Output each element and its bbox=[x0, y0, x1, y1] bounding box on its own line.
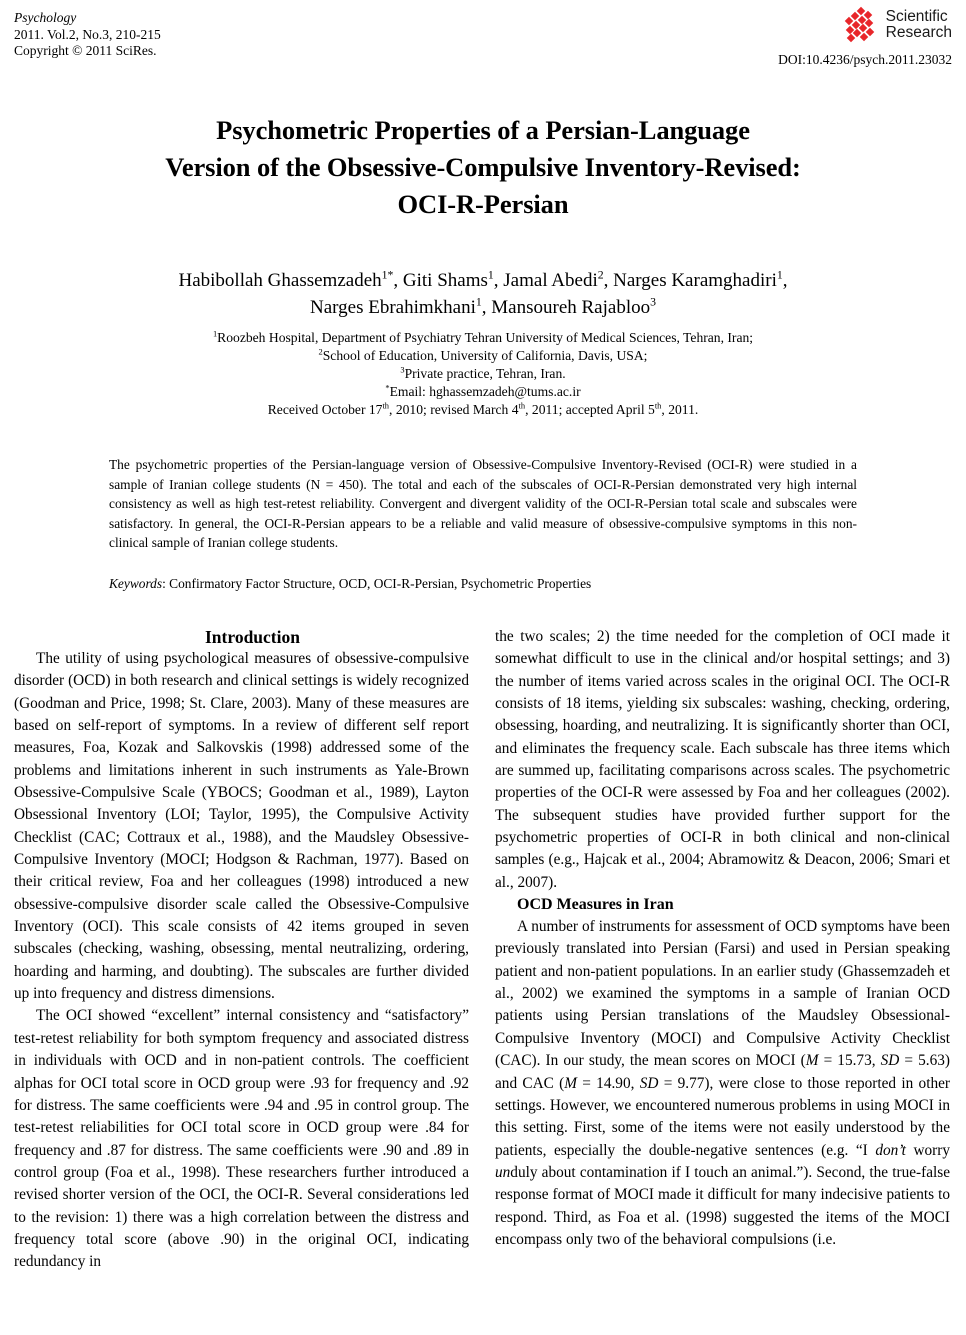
stat-symbol-sd: SD bbox=[639, 1074, 659, 1092]
scientific-research-logo bbox=[844, 8, 952, 42]
author-line-2 bbox=[68, 294, 898, 321]
keywords-list: Confirmatory Factor Structure, OCD, OCI-R-Persian, Psychometric Properties bbox=[169, 575, 592, 591]
author-line-1 bbox=[68, 267, 898, 294]
logo-word-line2: Research bbox=[885, 24, 952, 41]
section-heading-introduction: Introduction bbox=[205, 626, 300, 647]
author-name: , Jamal Abedi bbox=[493, 270, 598, 291]
journal-issue-line: 2011. Vol.2, No.3, 210-215 bbox=[14, 26, 161, 42]
author-affiliation-marker: 1 bbox=[487, 268, 494, 282]
author-affiliation-marker: 1* bbox=[381, 268, 394, 282]
masthead bbox=[14, 8, 952, 82]
author-affiliation-marker: 2 bbox=[597, 268, 604, 282]
author-name: , Giti Shams bbox=[393, 270, 488, 291]
corresponding-marker: * bbox=[385, 382, 390, 393]
journal-name: Psychology bbox=[14, 10, 77, 25]
affiliation-marker: 2 bbox=[318, 346, 323, 357]
abstract-text: The psychometric properties of the Persian-language version of Obsessive-Compulsive Inventory-Revised (OCI-R) were studied in a sample of Iranian college students (N = 450). The total and each of the subscales of OCI-R-Persian demonstrated very high internal consistency as well as high test-retest reliability. Convergent and divergent validity of the OCI-R-Persian total scale and subscales were satisfactory. In general, the OCI-R-Persian appears to be a reliable and valid measure of obsessive-compulsive symptoms in this non-clinical sample of Iranian college students. bbox=[109, 457, 857, 551]
author-affiliation-marker: 1 bbox=[475, 295, 482, 309]
affiliation-text: School of Education, University of California, Davis, USA; bbox=[322, 348, 648, 363]
email-text: Email: hghassemzadeh@tums.ac.ir bbox=[389, 384, 581, 399]
title-line-1: Psychometric Properties of a Persian-Language bbox=[216, 115, 750, 145]
body-columns bbox=[14, 626, 952, 1274]
received-suffix: , 2011. bbox=[661, 402, 699, 417]
emphasis-un: un bbox=[495, 1163, 511, 1181]
author-name: Narges Ebrahimkhani bbox=[310, 297, 476, 318]
affiliation-3 bbox=[68, 365, 898, 383]
affiliation-block bbox=[68, 329, 898, 419]
affiliation-text: Private practice, Tehran, Iran. bbox=[404, 366, 566, 381]
paragraph-segment: = 5.63) and CAC ( bbox=[495, 1052, 951, 1092]
paragraph: The OCI showed “excellent” internal consistency and “satisfactory” test-retest reliability for both symptom frequency and associated distress in individuals with OCD and in non-patient controls. The coefficient alphas for OCI total score in OCD group were .93 for frequency and .92 for distress. The same coefficients were .94 and .95 in control group. The test-retest reliabilities for OCI total score in OCD group were .84 for frequency and .87 for distress. The same coefficients were .90 and .89 in control group (Foa et al., 1998). These researchers further introduced a revised shorter version of the OCI, the OCI-R. Several considerations led to the revision: 1) there was a high correlation between the distress and frequency total score (above .90) in the original OCI, indicating redundancy in bbox=[14, 1007, 469, 1271]
stat-symbol-mean: M bbox=[805, 1052, 819, 1070]
affiliation-marker: 3 bbox=[400, 364, 405, 375]
paragraph-segment: = 14.90, bbox=[576, 1074, 640, 1092]
author-name: , Mansoureh Rajabloo bbox=[481, 297, 651, 318]
paragraph: The utility of using psychological measures of obsessive-compulsive disorder (OCD) in both research and clinical settings is widely recognized (Goodman and Price, 1998; St. Clare, 2003). Many of these measures are based on self-report of symptoms. In a review of different self report measures, Foa, Kozak and Salkovskis (1998) addressed some of the problems and limitations inherent in such instruments as Yale-Brown Obsessive-Compulsive Scale (YBOCS; Goodman et al., 1989), Layton Obsessional Inventory (LOI; Taylor, 1995), the Compulsive Activity Checklist (CAC; Cottraux et al., 1988), and the Maudsley Obsessive-Compulsive Inventory (MOCI; Hodgson & Rachman, 1977). Based on their critical review, Foa and her colleagues (1998) introduced a new obsessive-compulsive disorder scale called the Obsessive-Compulsive Inventory (OCI). This scale consists of 42 items grouped in seven subscales (checking, washing, obsessing, mental neutralizing, ordering, hoarding and harming, and doubting). The subscales are further divided up into frequency and distress dimensions. bbox=[14, 649, 469, 1003]
affiliation-1 bbox=[68, 329, 898, 347]
logo-word-line1: Scientific bbox=[885, 8, 948, 25]
emphasis-dont: don’t bbox=[875, 1141, 906, 1159]
doi-text: DOI:10.4236/psych.2011.23032 bbox=[778, 52, 952, 67]
author-affiliation-marker: 1 bbox=[776, 268, 783, 282]
affiliation-2 bbox=[68, 347, 898, 365]
author-name: , Narges Karamghadiri bbox=[603, 270, 777, 291]
keywords-label: Keywords bbox=[109, 575, 163, 591]
diamond-grid-icon bbox=[844, 8, 882, 42]
paragraph-segment: A number of instruments for assessment of OCD symptoms have been previously translated into Persian (Farsi) and used in Persian speaking patient and non-patient populations. In an earlier study (Ghassemzadeh et al., 2002) we examined the symptoms in a sample of Iranian OCD patients using Persian translations of the Maudsley Obsessional-Compulsive Inventory (MOCI) and Compulsive Activity Checklist (CAC). In our study, the mean scores on MOCI ( bbox=[495, 918, 950, 1070]
title-line-3: OCI-R-Persian bbox=[397, 189, 569, 219]
journal-copyright-line: Copyright © 2011 SciRes. bbox=[14, 43, 157, 58]
author-list bbox=[68, 267, 898, 321]
left-column bbox=[14, 626, 469, 1274]
page-title bbox=[68, 112, 898, 223]
keywords-line bbox=[109, 574, 857, 593]
stat-symbol-sd: SD bbox=[880, 1052, 900, 1070]
paragraph bbox=[495, 916, 950, 1251]
ordinal-suffix: th bbox=[518, 400, 526, 411]
stat-symbol-mean: M bbox=[564, 1074, 577, 1092]
corresponding-email bbox=[68, 383, 898, 401]
affiliation-marker: 1 bbox=[212, 328, 218, 339]
title-line-2: Version of the Obsessive-Compulsive Inventory-Revised: bbox=[165, 152, 801, 182]
author-affiliation-marker: 3 bbox=[650, 295, 656, 309]
paragraph-segment: = 15.73, bbox=[818, 1052, 881, 1070]
author-line-separator: , bbox=[782, 270, 788, 291]
received-prefix: Received October 17 bbox=[267, 402, 383, 417]
ordinal-suffix: th bbox=[382, 400, 390, 411]
revised-prefix: , 2010; revised March 4 bbox=[389, 402, 519, 417]
paragraph-segment: duly about contamination if I touch an animal.”). Second, the true-false response format of MOCI made it difficult for many indecisive patients to respond. Third, as Foa et al. (1998) suggested the items of the MOCI encompass only two of the behavioral compulsions (i.e. bbox=[495, 1163, 950, 1248]
ordinal-suffix: th bbox=[654, 400, 662, 411]
paragraph-segment: = 9.77), were close to those reported in other settings. However, we encountered numerous problems in using MOCI in this setting. First, some of the items were not easily understood by the patients, especially the double-negative sentences (e.g. “I bbox=[495, 1074, 950, 1159]
paragraph-segment: worry bbox=[905, 1141, 951, 1159]
journal-info bbox=[14, 10, 161, 60]
received-dates bbox=[68, 401, 898, 419]
accepted-prefix: , 2011; accepted April 5 bbox=[525, 402, 655, 417]
paragraph-continued: the two scales; 2) the time needed for the completion of OCI made it somewhat difficult to use in the clinical and/or hospital settings; and 3) the number of items varied across scales in the original OCI. The OCI-R consists of 18 items, yielding six subscales: washing, checking, ordering, obsessing, hoarding, and neutralizing. It is significantly shorter than OCI, and eliminates the frequency scale. Each subscale has three items which are summed up, facilitating comparisons across scales. The psychometric properties of the OCI-R were assessed by Foa and her colleagues (2002). The subsequent studies have provided further support for the psychometric properties of OCI-R in both clinical and non-clinical samples (e.g., Hajcak et al., 2004; Abramowitz & Deacon, 2006; Smari et al., 2007). bbox=[495, 627, 950, 891]
affiliation-text: Roozbeh Hospital, Department of Psychiatry Tehran University of Medical Sciences, Tehran, Iran; bbox=[217, 330, 754, 345]
section-heading-ocd-measures-in-iran: OCD Measures in Iran bbox=[517, 896, 674, 914]
right-column bbox=[495, 626, 950, 1274]
keywords-separator: : bbox=[162, 575, 170, 591]
author-name: Habibollah Ghassemzadeh bbox=[178, 270, 382, 291]
logo-wordmark bbox=[886, 8, 952, 41]
